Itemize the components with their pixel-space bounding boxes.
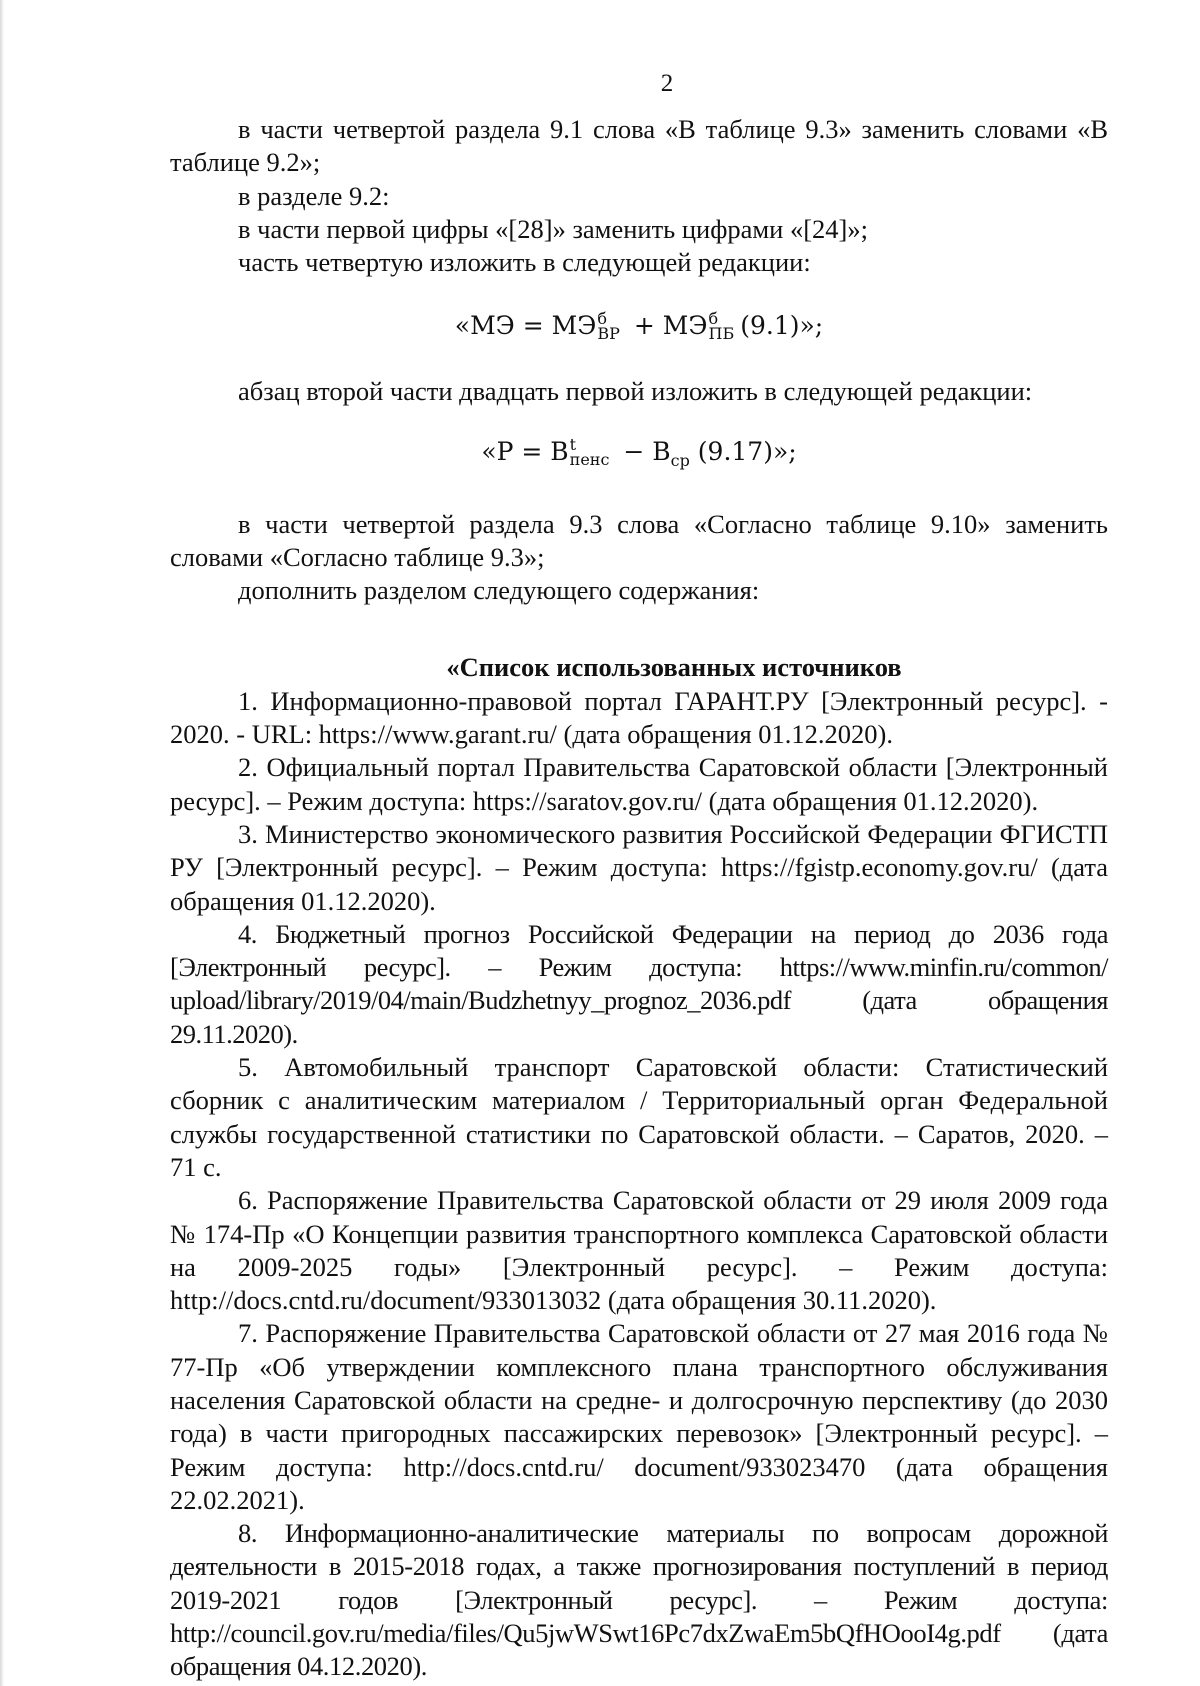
reference-item-5: 5. Автомобильный транспорт Саратовской области: Статистический сборник с аналитическим материалом / Территориальный орган Федеральной службы государственной статистики по Саратовской области. – Саратов, 2020. – 71 с. [170, 1052, 1108, 1182]
formula-number: (9.1) [740, 311, 800, 341]
reference-item-6: 6. Распоряжение Правительства Саратовской области от 29 июля 2009 года № 174-Пр «О Концепции развития транспортного комплекса Саратовской области на 2009-2025 годы» [Электронный ресурс]. – Режим доступа: http://docs.cntd.ru/document/933013032 (дата обращения 30.11.2020). [170, 1185, 1108, 1316]
formula-term-indices [708, 308, 735, 343]
reference-item-3: 3. Министерство экономического развития Российской Федерации ФГИСТП РУ [Электронный ресурс]. – Режим доступа: https://fgistp.economy.gov.ru/ (дата обращения 01.12.2020). [170, 818, 1108, 916]
formula-equals: = [513, 437, 551, 467]
document-body [170, 113, 1108, 1684]
formula-subscript: пенс [569, 449, 610, 469]
formula-term-base: МЭ [662, 311, 708, 341]
formula-plus: + [625, 311, 663, 341]
reference-item-4: 4. Бюджетный прогноз Российской Федерации на период до 2036 года [Электронный ресурс]. – Режим доступа: https://www.minfin.ru/common/ upload/library/2019/04/main/Budzhetnyy_prognoz_2036.pdf (дата обращения 29.11.2020). [170, 918, 1108, 1049]
reference-item-1: 1. Информационно-правовой портал ГАРАНТ.РУ [Электронный ресурс]. - 2020. - URL: https://www.garant.ru/ (дата обращения 01.12.2020). [170, 685, 1108, 750]
formula-term-base: В [652, 437, 671, 467]
formula-subscript: ср [670, 451, 690, 471]
formula-subscript: ПБ [708, 323, 735, 343]
formula-lhs: Р [496, 437, 514, 467]
paragraph-digits-replace: в части первой цифры «[28]» заменить цифрами «[24]»; [238, 213, 868, 244]
paragraph-part-twenty-one: абзац второй части двадцать первой изложить в следующей редакции: [238, 375, 1033, 406]
scan-edge [0, 0, 4, 1686]
formula-lhs: МЭ [470, 311, 515, 341]
reference-item-2: 2. Официальный портал Правительства Саратовской области [Электронный ресурс]. – Режим доступа: https://saratov.gov.ru/ (дата обращения 01.12.2020). [170, 752, 1108, 816]
paragraph-section-9-2: в разделе 9.2: [238, 180, 390, 211]
section-title: «Список использованных источников [446, 652, 902, 683]
page-number: 2 [660, 70, 674, 97]
formula-open-quote: « [481, 437, 497, 467]
paragraph-part-four: часть четвертую изложить в следующей редакции: [238, 247, 811, 278]
formula-term-base: МЭ [551, 311, 597, 341]
formula-close: »; [799, 311, 824, 341]
formula-number: (9.17) [697, 437, 773, 467]
paragraph-amend-9-3: в части четвертой раздела 9.3 слова «Согласно таблице 9.10» заменить словами «Согласно таблице 9.3»; [170, 508, 1108, 572]
formula-superscript: б [597, 308, 608, 328]
paragraph-amend-9-1: в части четвертой раздела 9.1 слова «В таблице 9.3» заменить словами «В таблице 9.2»; [170, 114, 1108, 178]
formula-minus: − [615, 437, 653, 467]
formula-superscript: б [708, 308, 719, 328]
formula-9-1 [170, 309, 1108, 343]
formula-term-indices [569, 434, 610, 469]
reference-item-7: 7. Распоряжение Правительства Саратовской области от 27 мая 2016 года № 77-Пр «Об утверждении комплексного плана транспортного обслуживания населения Саратовской области на средне- и долгосрочную перспективу (до 2030 года) в части пригородных пассажирских перевозок» [Электронный ресурс]. – Режим доступа: http://docs.cntd.ru/ document/933023470 (дата обращения 22.02.2021). [170, 1318, 1108, 1515]
formula-open-quote: « [454, 311, 471, 341]
formula-superscript: t [569, 434, 577, 454]
paragraph-add-section: дополнить разделом следующего содержания: [238, 575, 760, 606]
formula-equals: = [514, 311, 552, 341]
formula-close: »; [772, 437, 797, 467]
formula-term-indices [597, 308, 620, 343]
formula-9-17 [170, 435, 1108, 477]
formula-subscript: ВР [597, 323, 620, 343]
reference-item-8: 8. Информационно-аналитические материалы по вопросам дорожной деятельности в 2015-2018 годах, а также прогнозирования поступлений в период 2019-2021 годов [Электронный ресурс]. – Режим доступа: http://council.gov.ru/media/files/Qu5jwWSwt16Pc7dxZwaEm5bQfHOooI4g.pdf (дата обращения 04.12.2020). [170, 1518, 1108, 1682]
formula-term-base: В [550, 437, 569, 467]
